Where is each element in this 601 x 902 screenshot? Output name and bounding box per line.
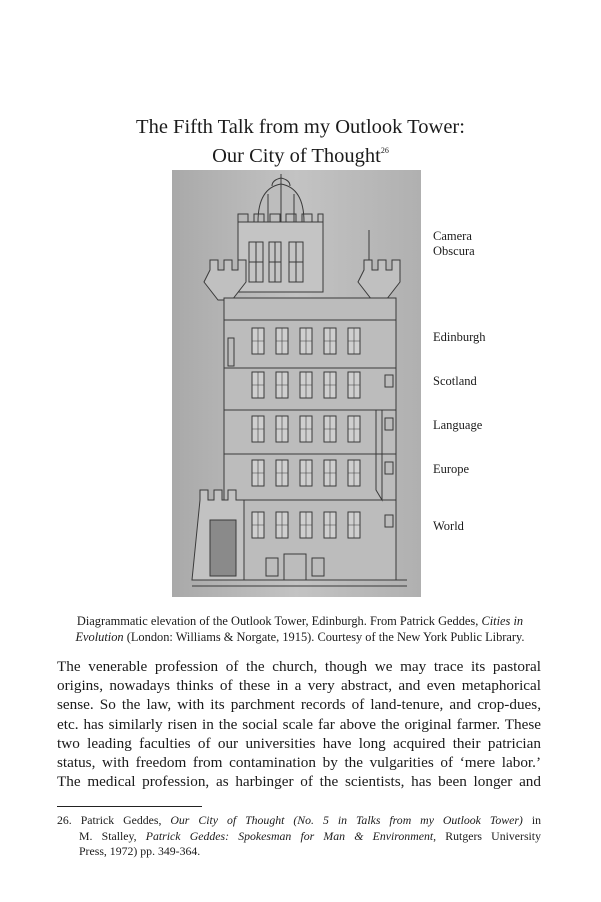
page-title [0, 116, 601, 168]
caption-text-1: Diagrammatic elevation of the Outlook Tower, Edinburgh. From Patrick Geddes, [76, 614, 482, 628]
body-line: The venerable profession of the church, though we may trace its pastoral [57, 658, 541, 675]
title-line-2 [0, 139, 601, 168]
title-footnote-ref: 26 [380, 146, 389, 155]
footnote-in: in [522, 813, 541, 827]
label-europe: Europe [433, 462, 470, 476]
title-line-2-text: Our City of Thought [212, 145, 381, 167]
footnote-editor: M. Stalley, [79, 828, 146, 843]
caption-italic-1: Cities in [481, 614, 524, 628]
body-line: etc. has similarly risen in the social scale far above the original farmer. These [57, 715, 541, 733]
footnote-author: Patrick Geddes, [80, 813, 171, 827]
label-edinburgh: Edinburgh [433, 330, 486, 344]
caption-italic-2: Evolution [75, 630, 124, 644]
caption-text-2: (London: Williams & Norgate, 1915). Courtesy of the New York Public Library. [123, 630, 525, 644]
label-world: World [433, 519, 464, 533]
label-scotland: Scotland [433, 374, 477, 388]
footnote-work: Our City of Thought (No. 5 in Talks from my Outlook Tower) [170, 813, 523, 827]
footnote-publisher: , Rutgers University [433, 828, 541, 843]
footnote-line-2 [57, 829, 541, 845]
label-language: Language [433, 418, 483, 432]
outlook-tower-figure [172, 170, 421, 597]
footnote [57, 813, 541, 860]
footnote-book-title: Patrick Geddes: Spokesman for Man & Environment [145, 828, 434, 843]
title-line-1: The Fifth Talk from my Outlook Tower: [136, 116, 465, 138]
figure-caption [60, 613, 540, 645]
body-line: sense. So the law, with its parchment records of land-tenure, and crop-dues, [57, 696, 541, 714]
body-line: two leading faculties of our universities have long acquired their patrician [57, 734, 541, 752]
body-line: status, with freedom from contamination by the vulgarities of ‘mere labor.’ [57, 754, 541, 772]
footnote-line-3: Press, 1972) pp. 349-364. [79, 844, 201, 858]
tower-drawing [172, 170, 421, 597]
label-camera-obscura: Camera Obscura [433, 229, 475, 258]
body-paragraph [57, 657, 541, 791]
body-line: origins, nowadays thinks of these in a very abstract, and even metaphorical [57, 677, 541, 695]
footnote-divider [57, 806, 202, 807]
footnote-number: 26. [57, 813, 72, 827]
footnote-line-1 [57, 813, 541, 829]
body-line: The medical profession, as harbinger of the scientists, has been longer and [57, 773, 541, 791]
